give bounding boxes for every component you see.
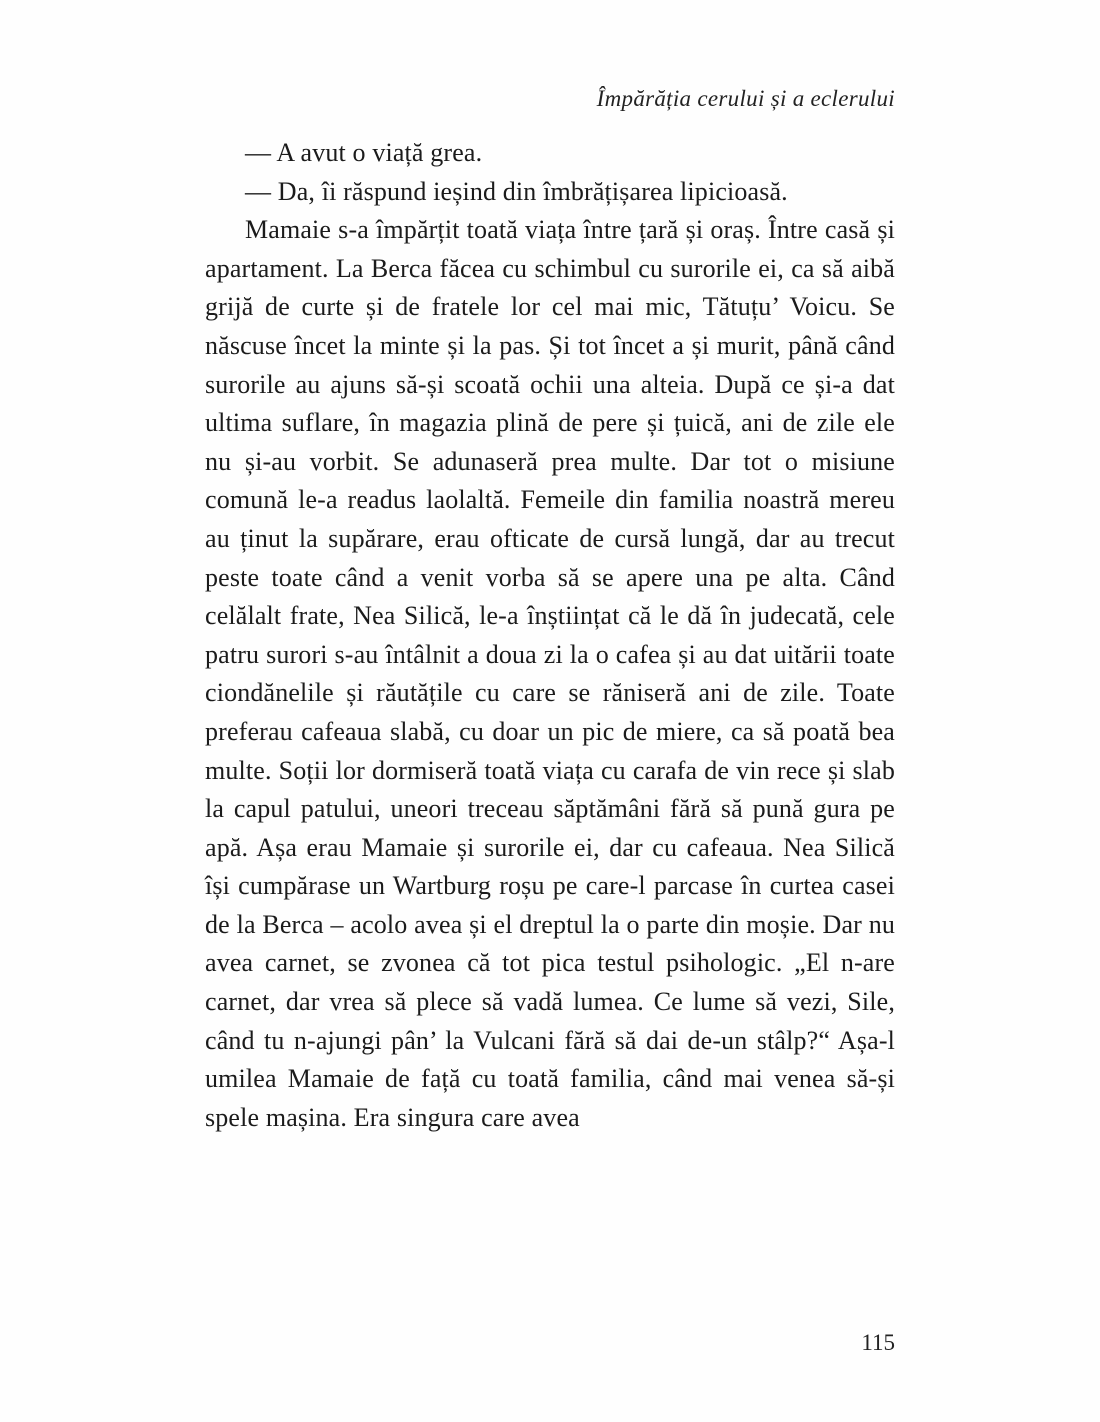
paragraph-dialogue-1: — A avut o viață grea. — [245, 138, 483, 167]
paragraph-body: Mamaie s-a împărțit toată viața între țară și oraș. Între casă și apartament. La Berca făcea cu schimbul cu surorile ei, ca să aibă grijă de curte și de fratele lor cel mai mic, Tătuțu’ Voicu. Se născuse încet la minte și la pas. Și tot încet a și murit, până când surorile au ajuns să-și scoată ochii una alteia. După ce și-a dat ultima suflare, în magazia plină de pere și țuică, ani de zile ele nu și-au vorbit. Se adunaseră prea multe. Dar tot o misiune comună le-a readus laolaltă. Femeile din familia noastră mereu au ținut la supărare, erau ofticate de cursă lungă, dar au trecut peste toate când a venit vorba să se apere una pe alta. Când celălalt frate, Nea Silică, le-a înștiințat că le dă în judecată, cele patru surori s-au întâlnit a doua zi la o cafea și au dat uitării toate ciondănelile și răutățile cu care se răniseră ani de zile. Toate preferau cafeaua slabă, cu doar un pic de miere, ca să poată bea multe. Soții lor dormiseră toată viața cu carafa de vin rece și slab la capul patului, uneori treceau săptămâni fără să pună gura pe apă. Așa erau Mamaie și surorile ei, dar cu cafeaua. Nea Silică își cumpărase un Wartburg roșu pe care-l parcase în curtea casei de la Berca – acolo avea și el dreptul la o parte din moșie. Dar nu avea carnet, se zvonea că tot pica testul psihologic. „El n-are carnet, dar vrea să plece să vadă lumea. Ce lume să vezi, Sile, când tu n-ajungi pân’ la Vulcani fără să dai de-un stâlp?“ Așa-l umilea Mamaie de față cu toată familia, când mai venea să-și spele mașina. Era singura care avea — [205, 215, 895, 1132]
page-number: 115 — [861, 1330, 895, 1355]
running-header: Împărăția cerului și a eclerului — [596, 86, 895, 111]
body-text — [205, 134, 895, 1137]
paragraph-dialogue-2: — Da, îi răspund ieșind din îmbrățișarea lipicioasă. — [245, 176, 788, 206]
